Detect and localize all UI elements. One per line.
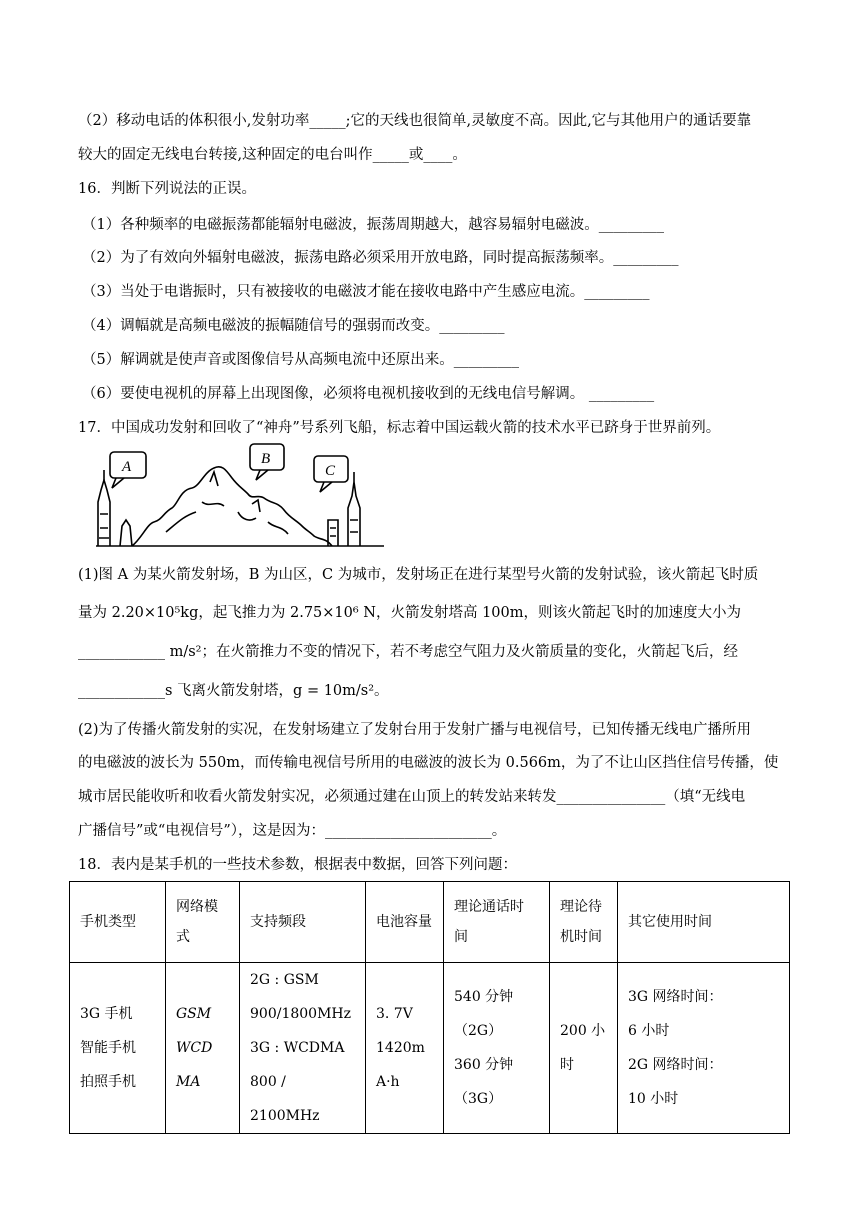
q15-part2-line1: （2）移动电话的体积很小,发射功率_____;它的天线也很简单,灵敏度不高。因此,它与其他用户的通话要靠 <box>78 113 752 129</box>
q17-p2-line3: 城市居民能收听和收看火箭发射实况，必须通过建在山顶上的转发站来转发_______________（填“无线电 <box>78 789 746 805</box>
table-row <box>70 963 790 1134</box>
q16-item-2: （2）为了有效向外辐射电磁波，振荡电路必须采用开放电路，同时提高振荡频率。_________ <box>82 250 679 266</box>
q16-title: 16．判断下列说法的正误。 <box>78 181 256 197</box>
q17-p1-line4: ____________s 飞离火箭发射塔，g = 10m/s²。 <box>78 683 389 699</box>
label-c: C <box>325 463 336 479</box>
q17-p1-line1: (1)图 A 为某火箭发射场，B 为山区，C 为城市，发射场正在进行某型号火箭的发射试验，该火箭起飞时质 <box>78 567 759 583</box>
table-header-row <box>70 882 790 963</box>
header-cell: 支持频段 <box>240 882 366 963</box>
q18-title: 18．表内是某手机的一些技术参数，根据表中数据，回答下列问题： <box>78 857 517 873</box>
q16-item-6: （6）要使电视机的屏幕上出现图像，必须将电视机接收到的无线电信号解调。 _________ <box>82 386 655 402</box>
header-cell: 手机类型 <box>70 882 166 963</box>
label-b: B <box>261 451 271 467</box>
header-cell: 其它使用时间 <box>618 882 790 963</box>
q16-item-4: （4）调幅就是高频电磁波的振幅随信号的强弱而改变。_________ <box>82 318 505 334</box>
q16-item-5: （5）解调就是使声音或图像信号从高频电流中还原出来。_________ <box>82 352 519 368</box>
q17-p1-line2: 量为 2.20×10⁵kg，起飞推力为 2.75×10⁶ N，火箭发射塔高 100m，则该火箭起飞时的加速度大小为 <box>78 605 742 621</box>
cell-standby-time: 200 小 时 <box>550 963 618 1134</box>
cell-battery: 3. 7V 1420m A·h <box>366 963 444 1134</box>
q17-landscape-figure <box>92 442 388 552</box>
header-cell: 理论通话时 间 <box>444 882 550 963</box>
header-cell: 网络模 式 <box>166 882 240 963</box>
q16-item-1: （1）各种频率的电磁振荡都能辐射电磁波，振荡周期越大，越容易辐射电磁波。_________ <box>82 217 664 233</box>
q17-p1-line3: ____________ m/s²；在火箭推力不变的情况下，若不考虑空气阻力及火箭质量的变化，火箭起飞后，经 <box>78 644 738 660</box>
cell-talk-time: 540 分钟 （2G） 360 分钟 （3G） <box>444 963 550 1134</box>
cell-phone-type: 3G 手机 智能手机 拍照手机 <box>70 963 166 1134</box>
q17-title: 17．中国成功发射和回收了“神舟”号系列飞船，标志着中国运载火箭的技术水平已跻身于世界前列。 <box>78 420 721 436</box>
cell-network-mode: GSM WCD MA <box>166 963 240 1134</box>
q15-part2-line2: 较大的固定无线电台转接,这种固定的电台叫作_____或____。 <box>78 147 467 163</box>
cell-other-time: 3G 网络时间： 6 小时 2G 网络时间： 10 小时 <box>618 963 790 1134</box>
q16-item-3: （3）当处于电谐振时，只有被接收的电磁波才能在接收电路中产生感应电流。_________ <box>82 284 650 300</box>
q17-p2-line4: 广播信号”或“电视信号”），这是因为：_______________________。 <box>78 823 507 839</box>
header-cell: 理论待 机时间 <box>550 882 618 963</box>
header-cell: 电池容量 <box>366 882 444 963</box>
q17-p2-line2: 的电磁波的波长为 550m，而传输电视信号所用的电磁波的波长为 0.566m，为了不让山区挡住信号传播，使 <box>78 755 779 771</box>
label-a: A <box>122 459 132 475</box>
phone-spec-table <box>69 881 790 1134</box>
cell-bands: 2G : GSM 900/1800MHz 3G : WCDMA 800 / 2100MHz <box>240 963 366 1134</box>
q17-p2-line1: (2)为了传播火箭发射的实况，在发射场建立了发射台用于发射广播与电视信号，已知传播无线电广播所用 <box>78 722 752 738</box>
